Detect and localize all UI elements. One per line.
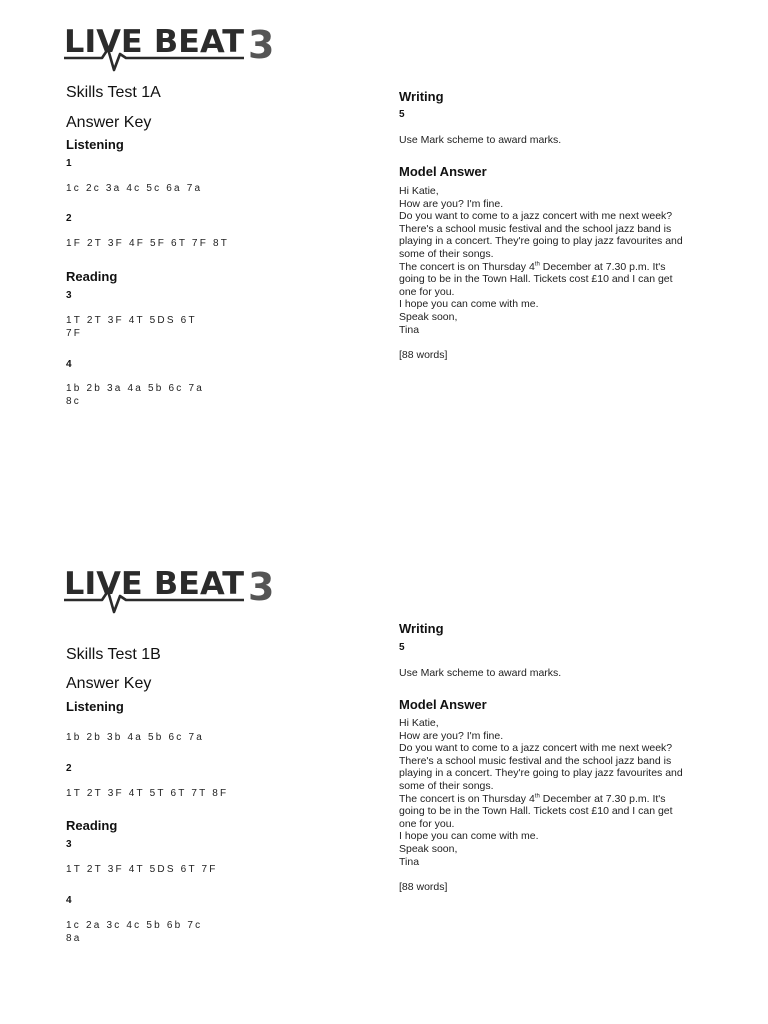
answer-line: 1c 2a 3c 4c 5b 6b 7c [66,920,203,931]
writing-heading: Writing [399,89,444,104]
model-line [399,793,709,806]
listening-heading: Listening [66,137,124,152]
model-line: There's a school music festival and the school jazz band is [399,754,672,767]
model-line: There's a school music festival and the school jazz band is [399,222,672,235]
question-number: 2 [66,213,72,224]
listening-heading: Listening [66,699,124,714]
answer-line: 1T 2T 3F 4T 5DS 6T 7F [66,864,218,875]
svg-text:3: 3 [248,24,275,67]
model-line: I hope you can come with me. [399,298,539,311]
model-line: Do you want to come to a jazz concert with me next week? [399,210,673,223]
svg-text:LIVE BEAT: LIVE BEAT [64,24,244,60]
model-line: Do you want to come to a jazz concert with me next week? [399,742,673,755]
spacer [399,336,709,349]
livebeat-logo [64,566,276,616]
reading-heading: Reading [66,818,118,833]
question-number: 1 [66,158,72,169]
mark-instruction: Use Mark scheme to award marks. [399,134,562,146]
concert-pre: The concert is on Thursday 4 [399,792,535,805]
model-answer-heading: Model Answer [399,164,487,179]
answer-line: 1F 2T 3F 4F 5F 6T 7F 8T [66,238,230,249]
page-subtitle: Answer Key [66,675,152,692]
answer-line: 1b 2b 3a 4a 5b 6c 7a [66,383,204,394]
model-line: going to be in the Town Hall. Tickets cost £10 and I can get [399,805,673,818]
model-line: How are you? I'm fine. [399,197,504,210]
question-number: 2 [66,763,72,774]
svg-text:LIVE BEAT: LIVE BEAT [64,566,244,602]
question-number: 3 [66,839,72,850]
model-line: one for you. [399,285,455,298]
concert-post: December at 7.30 p.m. It's [539,792,666,805]
answer-line: 1c 2c 3a 4c 5c 6a 7a [66,183,203,194]
svg-text:3: 3 [248,566,275,609]
mark-instruction: Use Mark scheme to award marks. [399,667,562,679]
model-line: playing in a concert. They're going to play jazz favourites and [399,767,683,780]
page-subtitle: Answer Key [66,114,152,131]
answer-line: 8c [66,396,81,407]
page-title: Skills Test 1B [66,646,161,663]
model-line: I hope you can come with me. [399,830,539,843]
model-line: Tina [399,323,420,336]
ordinal-suffix: th [534,793,540,800]
concert-post: December at 7.30 p.m. It's [539,260,666,273]
answer-line: 8a [66,933,82,944]
answer-line: 1T 2T 3F 4T 5DS 6T [66,315,197,326]
model-line: Hi Katie, [399,717,439,729]
model-line: Hi Katie, [399,185,439,197]
model-answer-heading: Model Answer [399,697,487,712]
writing-heading: Writing [399,621,444,636]
question-number: 5 [399,109,405,120]
page-title: Skills Test 1A [66,84,161,101]
question-number: 5 [399,642,405,653]
answer-line: 7F [66,328,83,339]
model-line [399,261,709,274]
model-line: playing in a concert. They're going to play jazz favourites and [399,235,683,248]
model-line: How are you? I'm fine. [399,729,504,742]
model-answer-text [399,185,709,361]
model-line: Speak soon, [399,842,458,855]
concert-pre: The concert is on Thursday 4 [399,260,535,273]
word-count: [88 words] [399,348,448,361]
word-count: [88 words] [399,880,448,893]
model-line: some of their songs. [399,247,494,260]
reading-heading: Reading [66,269,118,284]
model-line: Speak soon, [399,310,458,323]
answer-line: 1T 2T 3F 4T 5T 6T 7T 8F [66,788,229,799]
question-number: 4 [66,359,72,370]
spacer [399,868,709,881]
model-line: Tina [399,855,420,868]
model-line: going to be in the Town Hall. Tickets cost £10 and I can get [399,273,673,286]
question-number: 4 [66,895,72,906]
ordinal-suffix: th [534,261,540,268]
livebeat-logo [64,24,276,74]
answer-line: 1b 2b 3b 4a 5b 6c 7a [66,732,204,743]
model-line: some of their songs. [399,779,494,792]
model-line: one for you. [399,817,455,830]
model-answer-text [399,717,709,893]
question-number: 3 [66,290,72,301]
